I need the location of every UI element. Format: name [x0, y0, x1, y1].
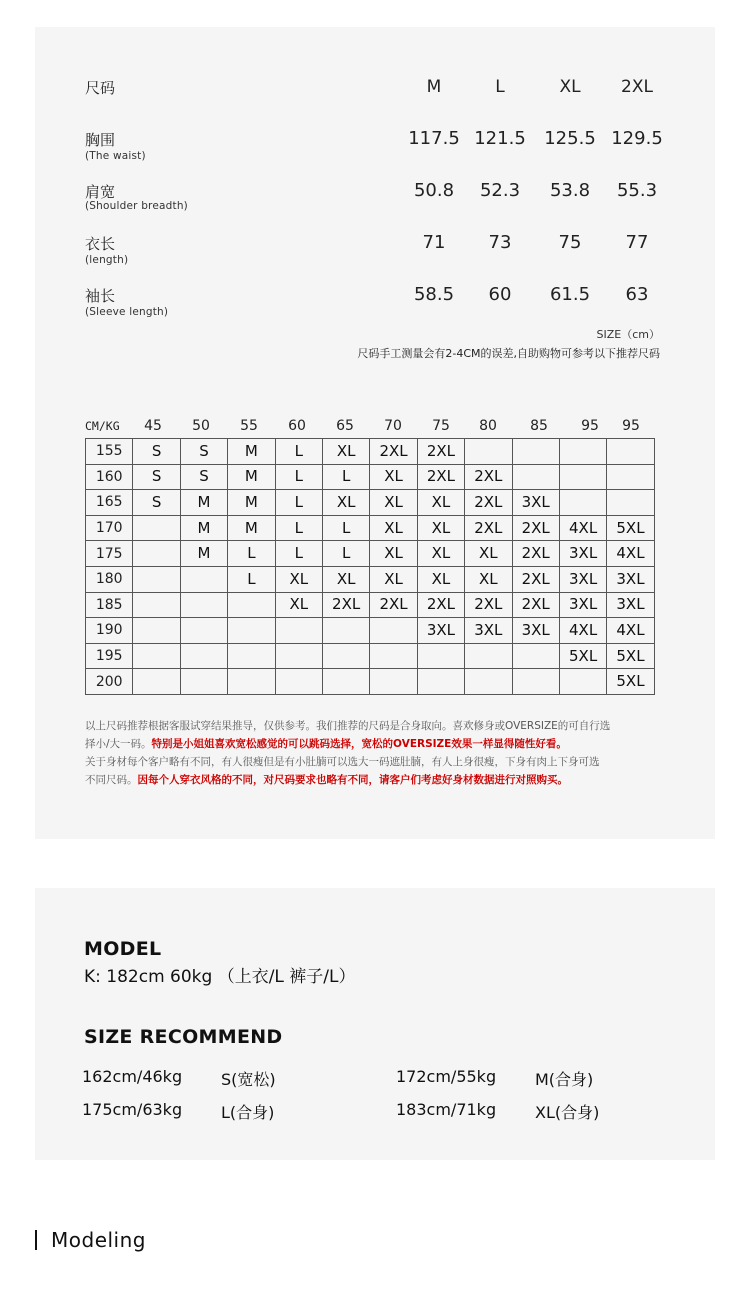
grid-size-cell: [465, 669, 512, 695]
note-line-2: 择小/大一码。特别是小姐姐喜欢宽松感觉的可以跳码选择，宽松的OVERSIZE效果一样显得随性好看。: [85, 738, 567, 750]
sleeve-xl: 61.5: [549, 284, 591, 305]
grid-size-cell: [228, 669, 275, 695]
model-info: K: 182cm 60kg （上衣/L 裤子/L）: [84, 967, 356, 987]
grid-size-cell: [133, 515, 180, 541]
shoulder-l: 52.3: [479, 180, 521, 201]
grid-size-cell: L: [275, 464, 322, 490]
grid-size-cell: [607, 490, 654, 516]
grid-size-cell: 2XL: [465, 490, 512, 516]
grid-weight-header: 50: [192, 418, 210, 434]
grid-size-cell: 2XL: [465, 464, 512, 490]
size-col-m: M: [426, 77, 442, 97]
grid-size-cell: S: [180, 439, 227, 465]
grid-weight-header: 95: [622, 418, 640, 434]
sleeve-m: 58.5: [413, 284, 455, 305]
grid-row: [86, 643, 655, 669]
grid-size-cell: 2XL: [417, 439, 464, 465]
length-2xl: 77: [625, 232, 649, 253]
chest-m: 117.5: [408, 128, 460, 149]
grid-size-cell: [180, 592, 227, 618]
grid-row: [86, 490, 655, 516]
grid-size-cell: 2XL: [512, 592, 559, 618]
grid-size-cell: M: [180, 490, 227, 516]
title-accent-bar: [35, 1230, 37, 1250]
size-recommend-heading: SIZE RECOMMEND: [84, 1026, 283, 1048]
grid-weight-header: 55: [240, 418, 258, 434]
grid-size-cell: [133, 618, 180, 644]
recommend-size: XL(合身): [535, 1103, 600, 1122]
recommend-body: 172cm/55kg: [396, 1067, 497, 1086]
grid-height-cell: 175: [86, 541, 133, 567]
recommend-body: 175cm/63kg: [82, 1100, 183, 1119]
grid-size-cell: 4XL: [559, 515, 606, 541]
grid-size-cell: [180, 669, 227, 695]
grid-size-cell: 4XL: [559, 618, 606, 644]
grid-size-cell: 2XL: [465, 515, 512, 541]
grid-size-cell: [559, 669, 606, 695]
size-unit-label: SIZE（cm）: [596, 328, 660, 341]
size-col-l: L: [495, 77, 505, 97]
grid-size-cell: [417, 669, 464, 695]
grid-row: [86, 541, 655, 567]
recommend-body: 183cm/71kg: [396, 1100, 497, 1119]
grid-size-cell: L: [275, 541, 322, 567]
grid-size-cell: L: [275, 515, 322, 541]
size-chart-panel: [35, 27, 715, 839]
grid-row: [86, 439, 655, 465]
grid-row: [86, 669, 655, 695]
grid-corner-label: CM/KG: [85, 419, 120, 433]
grid-size-cell: 3XL: [465, 618, 512, 644]
grid-size-cell: [559, 490, 606, 516]
grid-size-cell: M: [228, 490, 275, 516]
grid-size-cell: [133, 541, 180, 567]
grid-size-cell: L: [275, 439, 322, 465]
grid-size-cell: [228, 618, 275, 644]
modeling-title: Modeling: [51, 1228, 146, 1252]
grid-size-cell: XL: [370, 464, 417, 490]
grid-weight-header: 75: [432, 418, 450, 434]
grid-size-cell: S: [133, 439, 180, 465]
grid-size-cell: L: [275, 490, 322, 516]
grid-size-cell: XL: [417, 566, 464, 592]
grid-weight-header: 65: [336, 418, 354, 434]
grid-size-cell: 3XL: [607, 566, 654, 592]
grid-size-cell: XL: [275, 566, 322, 592]
grid-size-cell: XL: [370, 515, 417, 541]
sleeve-sub-label: (Sleeve length): [85, 306, 169, 318]
recommend-size: L(合身): [221, 1103, 275, 1122]
modeling-section-title: [35, 1228, 146, 1252]
model-info-panel: [35, 888, 715, 1160]
grid-size-cell: [465, 439, 512, 465]
grid-size-cell: L: [322, 515, 369, 541]
grid-size-cell: [275, 669, 322, 695]
grid-size-cell: S: [133, 464, 180, 490]
grid-size-cell: M: [228, 515, 275, 541]
grid-size-cell: 5XL: [607, 515, 654, 541]
sleeve-l: 60: [488, 284, 512, 305]
grid-size-cell: [180, 618, 227, 644]
grid-size-cell: [370, 643, 417, 669]
grid-size-cell: XL: [370, 566, 417, 592]
note-line-3: 关于身材每个客户略有不同，有人很瘦但是有小肚腩可以选大一码遮肚腩，有人上身很瘦，下身有肉上下身可选: [85, 756, 600, 768]
grid-size-cell: 5XL: [607, 669, 654, 695]
chest-sub-label: (The waist): [85, 150, 146, 162]
grid-height-cell: 155: [86, 439, 133, 465]
grid-size-cell: [512, 439, 559, 465]
grid-size-cell: [607, 439, 654, 465]
grid-size-cell: 3XL: [559, 592, 606, 618]
sleeve-label: 袖长: [85, 287, 116, 305]
chest-label: 胸围: [85, 131, 116, 149]
grid-size-cell: [512, 643, 559, 669]
grid-row: [86, 515, 655, 541]
shoulder-sub-label: (Shoulder breadth): [85, 200, 188, 212]
grid-size-cell: [370, 618, 417, 644]
grid-weight-header: 60: [288, 418, 306, 434]
grid-size-cell: XL: [417, 515, 464, 541]
grid-size-cell: 3XL: [417, 618, 464, 644]
grid-size-cell: [322, 643, 369, 669]
grid-size-cell: [275, 618, 322, 644]
grid-height-cell: 190: [86, 618, 133, 644]
grid-height-cell: 180: [86, 566, 133, 592]
grid-size-cell: 2XL: [417, 464, 464, 490]
grid-size-cell: [228, 592, 275, 618]
grid-size-cell: XL: [322, 439, 369, 465]
grid-size-cell: XL: [370, 541, 417, 567]
grid-size-cell: [275, 643, 322, 669]
grid-weight-header: 85: [530, 418, 548, 434]
grid-size-cell: M: [180, 515, 227, 541]
grid-size-cell: [370, 669, 417, 695]
grid-size-cell: XL: [370, 490, 417, 516]
grid-size-cell: L: [322, 464, 369, 490]
grid-row: [86, 618, 655, 644]
grid-size-cell: M: [228, 464, 275, 490]
shoulder-xl: 53.8: [549, 180, 591, 201]
size-notes: [85, 717, 665, 789]
grid-size-cell: L: [322, 541, 369, 567]
grid-size-cell: S: [133, 490, 180, 516]
grid-size-cell: 3XL: [559, 566, 606, 592]
size-header-label: 尺码: [85, 79, 116, 97]
grid-size-cell: 3XL: [607, 592, 654, 618]
grid-size-cell: [133, 592, 180, 618]
shoulder-2xl: 55.3: [616, 180, 658, 201]
size-recommend-grid: [85, 438, 655, 695]
grid-size-cell: 2XL: [512, 566, 559, 592]
grid-height-cell: 170: [86, 515, 133, 541]
grid-size-cell: 4XL: [607, 618, 654, 644]
grid-size-cell: M: [180, 541, 227, 567]
note-line-4: 不同尺码。因每个人穿衣风格的不同，对尺码要求也略有不同，请客户们考虑好身材数据进行对照购买。: [85, 774, 568, 786]
grid-size-cell: [133, 643, 180, 669]
recommend-body: 162cm/46kg: [82, 1067, 183, 1086]
grid-size-cell: 2XL: [512, 515, 559, 541]
grid-size-cell: XL: [322, 566, 369, 592]
shoulder-m: 50.8: [413, 180, 455, 201]
grid-size-cell: [180, 643, 227, 669]
grid-size-cell: XL: [322, 490, 369, 516]
grid-size-cell: [512, 669, 559, 695]
grid-row: [86, 566, 655, 592]
grid-weight-header: 95: [581, 418, 599, 434]
grid-size-cell: XL: [465, 541, 512, 567]
grid-height-cell: 200: [86, 669, 133, 695]
chest-xl: 125.5: [544, 128, 596, 149]
grid-size-cell: [607, 464, 654, 490]
grid-size-cell: L: [228, 566, 275, 592]
length-label: 衣长: [85, 235, 116, 253]
size-col-xl: XL: [559, 77, 581, 97]
model-heading: MODEL: [84, 938, 162, 960]
grid-size-cell: 2XL: [370, 439, 417, 465]
length-m: 71: [422, 232, 446, 253]
sleeve-2xl: 63: [625, 284, 649, 305]
grid-weight-header: 80: [479, 418, 497, 434]
length-xl: 75: [558, 232, 582, 253]
grid-height-cell: 165: [86, 490, 133, 516]
grid-size-cell: 4XL: [607, 541, 654, 567]
length-l: 73: [488, 232, 512, 253]
grid-size-cell: 2XL: [417, 592, 464, 618]
grid-size-cell: [559, 464, 606, 490]
grid-size-cell: [322, 618, 369, 644]
recommend-size: S(宽松): [221, 1070, 276, 1089]
grid-size-cell: XL: [465, 566, 512, 592]
grid-size-cell: [322, 669, 369, 695]
note-line-1: 以上尺码推荐根据客服试穿结果推导，仅供参考。我们推荐的尺码是合身取向。喜欢修身或OVERSIZE的可自行选: [85, 720, 611, 732]
grid-weight-header: 70: [384, 418, 402, 434]
grid-weight-header: 45: [144, 418, 162, 434]
length-sub-label: (length): [85, 254, 129, 266]
grid-size-cell: 2XL: [465, 592, 512, 618]
size-col-2xl: 2XL: [621, 77, 653, 97]
chest-l: 121.5: [474, 128, 526, 149]
grid-size-cell: [417, 643, 464, 669]
chest-2xl: 129.5: [611, 128, 663, 149]
grid-size-cell: 2XL: [512, 541, 559, 567]
grid-height-cell: 160: [86, 464, 133, 490]
measurement-error-note: 尺码手工测量会有2-4CM的误差,自助购物可参考以下推荐尺码: [357, 347, 660, 360]
grid-size-cell: S: [180, 464, 227, 490]
grid-height-cell: 185: [86, 592, 133, 618]
grid-size-cell: XL: [417, 490, 464, 516]
grid-size-cell: [559, 439, 606, 465]
grid-size-cell: [180, 566, 227, 592]
grid-size-cell: 5XL: [559, 643, 606, 669]
grid-size-cell: [133, 669, 180, 695]
grid-size-cell: 2XL: [370, 592, 417, 618]
grid-size-cell: [512, 464, 559, 490]
grid-size-cell: [228, 643, 275, 669]
grid-size-cell: [133, 566, 180, 592]
grid-size-cell: XL: [275, 592, 322, 618]
grid-row: [86, 464, 655, 490]
grid-size-cell: 2XL: [322, 592, 369, 618]
grid-size-cell: XL: [417, 541, 464, 567]
grid-height-cell: 195: [86, 643, 133, 669]
grid-size-cell: 3XL: [559, 541, 606, 567]
grid-size-cell: L: [228, 541, 275, 567]
grid-size-cell: 3XL: [512, 618, 559, 644]
grid-size-cell: [465, 643, 512, 669]
grid-size-cell: 3XL: [512, 490, 559, 516]
grid-size-cell: M: [228, 439, 275, 465]
grid-row: [86, 592, 655, 618]
grid-size-cell: 5XL: [607, 643, 654, 669]
shoulder-label: 肩宽: [85, 183, 116, 201]
recommend-size: M(合身): [535, 1070, 594, 1089]
